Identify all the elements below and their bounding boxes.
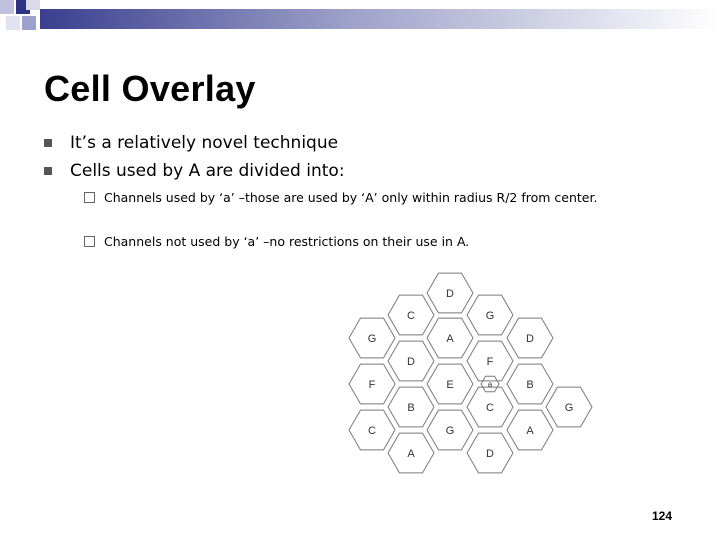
hex-cell-label: A xyxy=(446,333,454,345)
slide-title: Cell Overlay xyxy=(44,68,256,109)
hex-cell-label: G xyxy=(367,333,377,345)
hex-cell-label: D xyxy=(486,448,494,460)
hex-cell-label: G xyxy=(485,310,495,322)
hex-cell-label: B xyxy=(526,379,534,391)
hex-cell-label: C xyxy=(407,310,415,322)
hex-cell-label: B xyxy=(407,402,415,414)
page-number: 124 xyxy=(652,509,673,523)
hex-cell-label: F xyxy=(486,356,494,368)
hex-cell-label: D xyxy=(446,288,454,300)
hex-cell-label: F xyxy=(368,379,376,391)
hex-cell-label: A xyxy=(407,448,415,460)
hex-cell-label: G xyxy=(564,402,574,414)
hex-cell-label: E xyxy=(446,379,454,391)
hex-cell-label: C xyxy=(368,425,376,437)
hex-cell-label: A xyxy=(526,425,534,437)
hex-cell-label: D xyxy=(407,356,415,368)
inner-overlay-label: a xyxy=(487,380,493,389)
hex-cell-label: G xyxy=(445,425,455,437)
hex-cell-label: D xyxy=(526,333,534,345)
hex-cell-label: C xyxy=(486,402,494,414)
